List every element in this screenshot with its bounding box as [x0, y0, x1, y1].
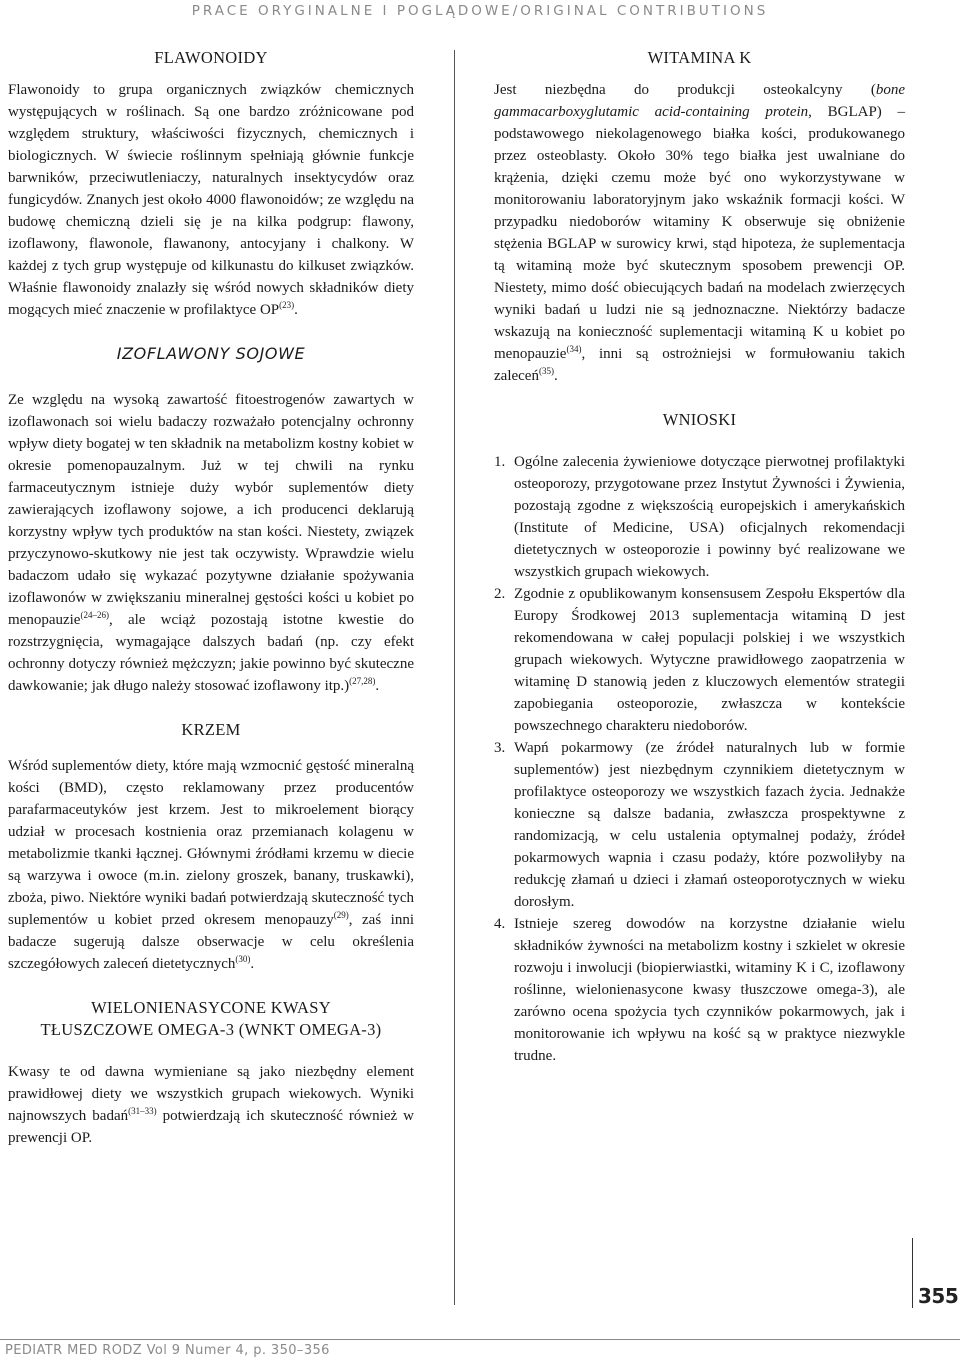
paragraph-izoflawony: Ze względu na wysoką zawartość fitoestrogenów zawartych w izoflawonach soi wielu badaczy rozważało potencjalny ochronny wpływ diety bogatej w ten składnik na metabolizm kostny kobiet w okresie pomenopauzalnym. Już w tej chwili na rynku farmaceutycznym istnieje duży wybór suplementów diety zawierających izoflawony sojowe, a ich producenci deklarują korzystny wpływ tych produktów na stan kości. Niestety, związek przyczynowo-skutkowy nie jest tak oczywisty. Wprawdzie wielu badaczom udało się wykazać pozytywne działanie spożywania izoflawonów w zwiększaniu mineralnej gęstości kości u kobiet po menopauzie$^{(24-26)}$, ale wciąż pozostają istotne kwestie do rozstrzygnięcia, wymagające dalszych badań (np. czy efekt ochronny dotyczy również mężczyzn; jakie powinno być skuteczne dawkowanie; jak długo należy stosować izoflawony itp.)$^{(27,28)}$. [8, 392, 414, 694]
footer-rule [0, 1339, 960, 1340]
reference-34: (34) [566, 344, 582, 354]
list-item: 1. Ogólne zalecenia żywieniowe dotyczące pierwotnej profilaktyki osteoporozy, przygotowane przez Instytut Żywności i Żywienia, pozostają zgodne z większością europejskich i amerykańskich (Institute of Medicine, USA) oficjalnych rekomendacji dietetycznych w osteoporozie i powinny być realizowane we wszystkich grupach wiekowych. [494, 454, 905, 580]
section-title-flawonoidy: FLAWONOIDY [154, 48, 268, 67]
conclusions-list [494, 451, 905, 1067]
paragraph-wnkt: Kwasy te od dawna wymieniane są jako niezbędny element prawidłowej diety we wszystkich grupach wiekowych. Wyniki najnowszych badań$^{(31-33)}$ potwierdzają ich skuteczność również w prewencji OP. [8, 1064, 414, 1146]
italic-term: bone gammacarboxyglutamic acid-containing protein [494, 82, 905, 120]
right-column [494, 44, 905, 1067]
section-title-wnkt [8, 997, 414, 1041]
section-title-witamina-k: WITAMINA K [647, 48, 752, 67]
section-title-wnioski: WNIOSKI [662, 410, 737, 429]
running-header: PRACE ORYGINALNE I POGLĄDOWE/ORIGINAL CONTRIBUTIONS [191, 3, 769, 19]
column-divider [454, 50, 455, 1305]
section-title-wnkt-line2: TŁUSZCZOWE OMEGA-3 (WNKT OMEGA-3) [40, 1020, 382, 1039]
reference-24-26: (24–26) [80, 610, 109, 620]
list-item: 3. Wapń pokarmowy (ze źródeł naturalnych lub w formie suplementów) jest niezbędnym czynnikiem dietetycznym w profilaktyce osteoporozy we wszystkich fazach życia. Jednakże konieczne są dalsze badania, zwłaszcza prospektywne z randomizacją, w celu ustalenia optymalnej podaży, źródeł pokarmowych wapnia i czasu podaży, które pozwoliłyby na redukcję złamań u dzieci i złamań osteoporotycznych w wieku dorosłym. [494, 740, 905, 910]
reference-29: (29) [333, 910, 349, 920]
footer-citation: PEDIATR MED RODZ Vol 9 Numer 4, p. 350–356 [5, 1343, 330, 1358]
left-column [8, 44, 414, 1149]
page-number-rule [912, 1238, 913, 1308]
reference-35: (35) [538, 366, 554, 376]
paragraph-witamina-k: Jest niezbędna do produkcji osteokalcyny (bone gammacarboxyglutamic acid-containing protein, BGLAP) – podstawowego niekolagenowego białka kości, produkowanego przez osteoblasty. Około 30% tego białka jest uwalniane do krążenia, dzięki czemu może być ono wykorzystywane w monitorowaniu laboratoryjnym jako wskaźnik formacji kości. W przypadku niedoborów witaminy K obserwuje się obniżenie stężenia BGLAP w surowicy krwi, stąd hipoteza, że suplementacja tą witaminą może być skutecznym sposobem prewencji OP. Niestety, mimo dość obiecujących badań na modelach zwierzęcych wyniki badań u ludzi nie są jednoznaczne. Niektórzy badacze wskazują na konieczność suplementacji witaminą K u kobiet po menopauzie$^{(34)}$, inni są ostrożniejsi w formułowaniu takich zaleceń$^{(35)}$. [494, 82, 905, 384]
reference-30: (30) [235, 954, 251, 964]
reference-23: (23) [279, 300, 295, 310]
section-title-wnkt-line1: WIELONIENASYCONE KWASY [91, 998, 331, 1017]
section-title-krzem: KRZEM [181, 720, 241, 739]
reference-27-28: (27,28) [349, 676, 376, 686]
list-item: 4. Istnieje szereg dowodów na korzystne działanie wielu składników żywności na metabolizm kostny i szkielet w okresie rozwoju i inwolucji (biopierwiastki, witaminy K i C, izoflawony roślinne, wielonienasycone kwasy tłuszczowe omega-3), ale zarówno ocena spożycia tych czynników pokarmowych, jak i monitorowanie ich wpływu na kość są w praktyce niezwykle trudne. [494, 916, 905, 1064]
paragraph-krzem: Wśród suplementów diety, które mają wzmocnić gęstość mineralną kości (BMD), często reklamowany przez producentów parafarmaceutyków jest krzem. Jest to mikroelement biorący udział w procesach kostnienia oraz przemianach kolagenu w metabolizmie tkanki łącznej. Głównymi źródłami krzemu w diecie są warzywa i owoce (m.in. zielony groszek, banany, truskawki), zboża, piwo. Niektóre wyniki badań potwierdzają skuteczność tych suplementów u kobiet przed okresem menopauzy$^{(29)}$, zaś inni badacze sugerują dalsze obserwacje w celu określenia szczegółowych zaleceń dietetycznych$^{(30)}$. [8, 758, 414, 972]
page-number: 355 [918, 1284, 959, 1308]
list-item: 2. Zgodnie z opublikowanym konsensusem Zespołu Ekspertów dla Europy Środkowej 2013 suplementacja witaminą D jest rekomendowana w całej populacji polskiej i we wszystkich grupach wiekowych. Wytyczne prawidłowego zaopatrzenia w witaminę D stanowią jeden z kluczowych elementów strategii zapobiegania osteoporozie, zwłaszcza w kontekście powszechnego charakteru niedoborów. [494, 586, 905, 734]
section-title-izoflawony: IZOFLAWONY SOJOWE [116, 344, 306, 363]
reference-31-33: (31–33) [128, 1106, 157, 1116]
paragraph-flawonoidy: Flawonoidy to grupa organicznych związków chemicznych występujących w roślinach. Są one bardzo zróżnicowane pod względem struktury, właściwości fizycznych, chemicznych i biologicznych. W świecie roślinnym spełniają głównie funkcje barwników, przeciwutleniaczy, naturalnych insektycydów oraz fungicydów. Znanych jest około 4000 flawonoidów; ze względu na budowę chemiczną dzieli się je na kilka podgrup: flawony, izoflawony, flawonole, flawanony, antocyjany i chalkony. W każdej z tych grup występuje od kilkunastu do kilkuset związków. Właśnie flawonoidy znalazły się wśród nowych składników diety mogących mieć znaczenie w profilaktyce OP$^{(23)}$. [8, 82, 414, 318]
